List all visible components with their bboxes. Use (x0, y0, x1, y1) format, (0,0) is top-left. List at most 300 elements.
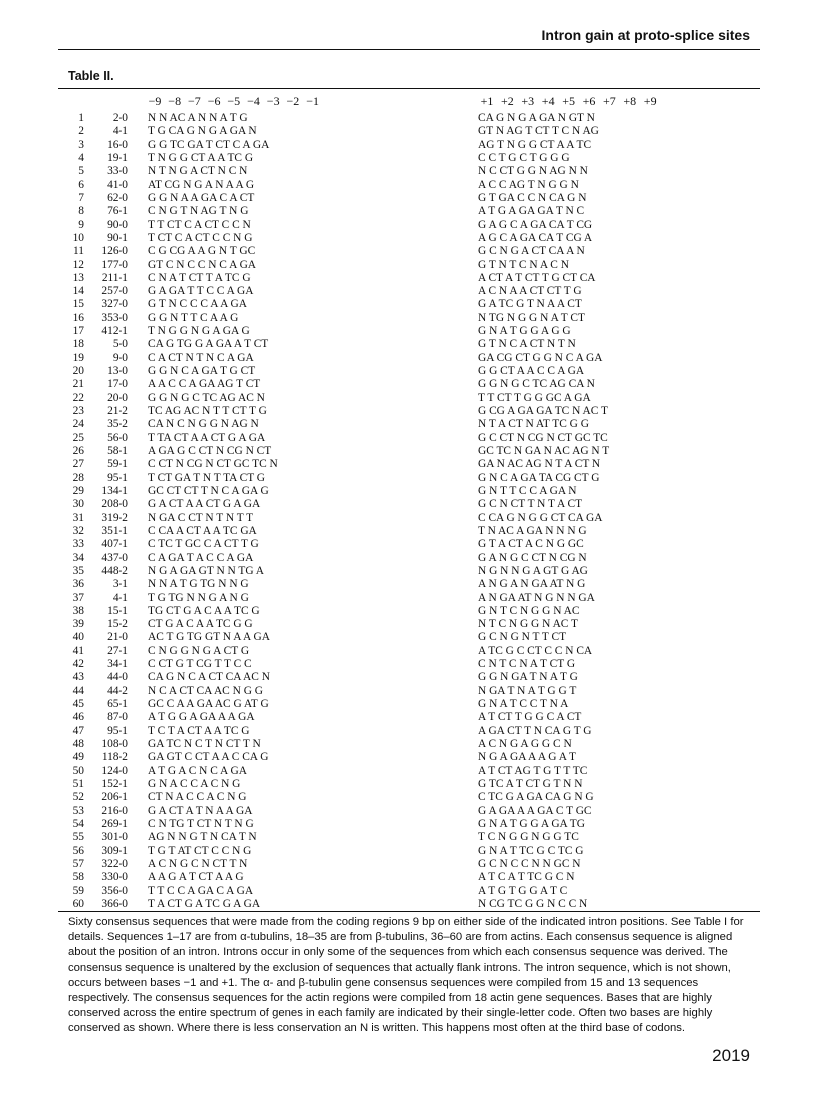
row-number: 2 (78, 125, 84, 138)
right-column-header: +4 (541, 94, 555, 108)
intron-position: 13-0 (107, 365, 128, 378)
upstream-sequence: N G A GA GT N N TG A (148, 564, 265, 577)
intron-position: 257-0 (101, 285, 128, 298)
upstream-sequence: T CT GA T N T TA CT G (148, 471, 266, 484)
right-column-header: +9 (643, 94, 657, 108)
downstream-sequence: G C N C C N N GC N (478, 857, 581, 870)
upstream-sequence: CA G TG G A GA A T CT (148, 338, 269, 351)
intron-position: 152-1 (101, 778, 128, 790)
downstream-sequence: A N G A N GA AT N G (478, 578, 586, 591)
table-row (0, 805, 816, 818)
upstream-sequence: C N G G N G A CT G (148, 644, 250, 657)
row-number: 25 (72, 431, 84, 444)
upstream-sequence: G A CT A A CT G A GA (148, 498, 261, 511)
intron-position: 124-0 (101, 764, 128, 777)
downstream-sequence: G A N G C CT N CG N (478, 551, 587, 564)
intron-position: 108-0 (101, 738, 128, 751)
row-number: 49 (72, 751, 84, 764)
page-header (0, 0, 816, 60)
intron-position: 3-1 (112, 578, 128, 591)
downstream-sequence: A G C A GA CA T CG A (478, 231, 593, 244)
row-number: 24 (72, 418, 84, 431)
table-row (0, 418, 816, 431)
row-number: 46 (72, 711, 84, 724)
row-number: 19 (72, 351, 84, 364)
upstream-sequence: GC CT CT T N C A GA G (148, 484, 269, 497)
left-column-header: −9 (148, 94, 162, 108)
row-number: 34 (72, 551, 84, 564)
table-row (0, 152, 816, 165)
intron-position: 134-1 (101, 484, 128, 497)
downstream-sequence: AG T N G G CT A A TC (478, 138, 592, 151)
table-row (0, 831, 816, 844)
row-number: 54 (72, 817, 84, 830)
row-number: 18 (72, 338, 84, 351)
upstream-sequence: C TC T GC C A CT T G (148, 538, 259, 551)
upstream-sequence: G T N C C C A A GA (148, 298, 247, 311)
downstream-sequence: A N GA AT N G N N GA (478, 591, 595, 604)
table-row (0, 325, 816, 338)
intron-position: 208-0 (101, 498, 128, 511)
downstream-sequence: G C CT N CG N CT GC TC (478, 431, 608, 444)
intron-position: 19-1 (107, 151, 128, 164)
row-number: 15 (72, 298, 84, 311)
intron-position: 366-0 (101, 897, 128, 910)
row-number: 42 (72, 658, 84, 671)
table-row (0, 285, 816, 298)
upstream-sequence: AC T G TG GT N A A GA (148, 631, 270, 644)
intron-position: 4-1 (112, 125, 128, 138)
downstream-sequence: A T G T G G A T C (478, 884, 568, 897)
row-number: 43 (72, 671, 84, 684)
table-row (0, 645, 816, 658)
downstream-sequence: CA G N G A GA N GT N (478, 112, 595, 124)
intron-position: 437-0 (101, 551, 128, 564)
right-column-header: +5 (562, 94, 575, 108)
row-number: 40 (72, 631, 84, 644)
row-number: 10 (72, 231, 84, 244)
row-number: 6 (78, 178, 84, 191)
downstream-sequence: G C N G N T T CT (478, 631, 567, 644)
upstream-sequence: AG N N G T N CA T N (148, 831, 257, 844)
upstream-sequence: C A GA T A C C A GA (148, 551, 254, 564)
downstream-sequence: G N A T G G A G G (478, 325, 571, 338)
row-number: 3 (78, 138, 84, 151)
upstream-sequence: C A CT N T N C A GA (148, 351, 254, 364)
table-row (0, 298, 816, 311)
intron-position: 65-1 (107, 698, 128, 711)
right-column-header: +2 (501, 94, 514, 108)
table-row (0, 565, 816, 578)
intron-position: 87-0 (107, 711, 128, 724)
upstream-sequence: A GA G C CT N CG N CT (148, 445, 272, 457)
table-row (0, 898, 816, 911)
downstream-sequence: G N T T C C A GA N (478, 484, 577, 497)
row-number: 29 (72, 484, 84, 497)
downstream-sequence: A TC G C CT C C N CA (478, 644, 593, 657)
intron-position: 351-1 (101, 524, 128, 537)
table-row (0, 765, 816, 778)
table-row (0, 338, 816, 351)
intron-position: 5-0 (112, 338, 128, 351)
downstream-sequence: G G N GA T N A T G (478, 671, 578, 684)
table-row (0, 618, 816, 631)
row-number: 28 (72, 471, 84, 484)
row-number: 27 (72, 458, 84, 471)
row-number: 1 (78, 112, 84, 124)
table-row (0, 711, 816, 724)
table-row (0, 458, 816, 471)
upstream-sequence: N N A T G TG N N G (148, 578, 249, 591)
upstream-sequence: C N A T CT T A TC G (148, 271, 251, 284)
table-row (0, 259, 816, 272)
upstream-sequence: G A CT A T N A A GA (148, 804, 253, 817)
intron-position: 177-0 (101, 258, 128, 271)
upstream-sequence: GT C N C C N C A GA (148, 258, 257, 271)
intron-position: 34-1 (107, 658, 128, 671)
table-row (0, 192, 816, 205)
downstream-sequence: N C CT G G N AG N N (478, 165, 588, 178)
upstream-sequence: AT CG N G A N A A G (148, 178, 255, 191)
downstream-sequence: G T N T C N A C N (478, 258, 569, 271)
intron-position: 407-1 (101, 538, 128, 551)
row-number: 33 (72, 538, 84, 551)
intron-position: 211-1 (101, 271, 128, 284)
row-number: 53 (72, 804, 84, 817)
row-number: 31 (72, 511, 84, 524)
downstream-sequence: G CG A GA GA TC N AC T (478, 405, 608, 418)
downstream-sequence: C CA G N G G CT CA GA (478, 511, 603, 524)
right-column-header: +3 (521, 94, 535, 108)
table-row (0, 179, 816, 192)
upstream-sequence: G N A C C A C N G (148, 778, 241, 790)
table-row (0, 219, 816, 232)
upstream-sequence: CA G N C A CT CA AC N (148, 671, 270, 684)
downstream-sequence: A T CT AG T G T T TC (478, 764, 588, 777)
table-row (0, 405, 816, 418)
left-column-header: −1 (306, 94, 319, 108)
left-column-header: −3 (266, 94, 280, 108)
table-row (0, 751, 816, 764)
upstream-sequence: T A CT G A TC G A GA (148, 897, 261, 910)
intron-position: 15-2 (107, 618, 128, 631)
row-number: 37 (72, 591, 84, 604)
downstream-sequence: G A TC G T N A A CT (478, 298, 582, 311)
downstream-sequence: T C N G G N G G TC (478, 831, 579, 844)
table-row (0, 139, 816, 152)
table-row (0, 232, 816, 245)
intron-position: 353-0 (101, 311, 128, 324)
upstream-sequence: CT G A C A A TC G G (148, 618, 253, 631)
left-column-header: −4 (247, 94, 260, 108)
intron-position: 322-0 (101, 857, 128, 870)
table-row (0, 112, 816, 125)
downstream-sequence: T N AC A GA N N N G (478, 524, 587, 537)
downstream-sequence: C TC G A GA CA G N G (478, 791, 594, 804)
intron-position: 76-1 (107, 205, 128, 218)
left-column-header: −2 (286, 94, 300, 108)
row-number: 4 (78, 151, 84, 164)
left-column-header: −7 (188, 94, 201, 108)
upstream-sequence: N GA C CT N T N T T (148, 511, 254, 524)
row-number: 50 (72, 764, 84, 777)
row-number: 23 (72, 405, 84, 418)
row-number: 39 (72, 618, 84, 631)
intron-position: 95-1 (107, 724, 128, 737)
intron-position: 216-0 (101, 804, 128, 817)
table-top-rule (58, 88, 760, 89)
table-row (0, 685, 816, 698)
table-row (0, 885, 816, 898)
upstream-sequence: C N G T N AG T N G (148, 205, 249, 218)
intron-position: 206-1 (101, 791, 128, 804)
row-number: 22 (72, 391, 84, 404)
downstream-sequence: N T C N G G N AC T (478, 618, 579, 631)
upstream-sequence: GA TC N C T N CT T N (148, 738, 261, 751)
downstream-sequence: GT N AG T CT T C N AG (478, 125, 599, 138)
upstream-sequence: TG CT G A C A A TC G (148, 604, 260, 617)
intron-position: 27-1 (107, 644, 128, 657)
table-title: Table II. (68, 69, 114, 83)
table-row (0, 778, 816, 791)
intron-position: 21-2 (107, 405, 128, 418)
downstream-sequence: G TC A T CT G T N N (478, 778, 583, 790)
upstream-sequence: GC C A A GA AC G AT G (148, 698, 269, 711)
downstream-sequence: G N A T TC G C TC G (478, 844, 584, 857)
intron-position: 58-1 (107, 445, 128, 457)
row-number: 41 (72, 644, 84, 657)
downstream-sequence: G T GA C C N CA G N (478, 191, 587, 204)
downstream-sequence: C N T C N A T CT G (478, 658, 576, 671)
upstream-sequence: A T G G A GA A A GA (148, 711, 255, 724)
downstream-sequence: G N T C N G G N AC (478, 604, 580, 617)
table-row (0, 725, 816, 738)
row-number: 35 (72, 564, 84, 577)
intron-position: 95-1 (107, 471, 128, 484)
upstream-sequence: G G TC GA T CT C A GA (148, 138, 270, 151)
row-number: 7 (78, 191, 84, 204)
downstream-sequence: G T A CT A C N G GC (478, 538, 584, 551)
row-number: 30 (72, 498, 84, 511)
row-number: 5 (78, 165, 84, 178)
downstream-sequence: A CT A T CT T G CT CA (478, 271, 596, 284)
upstream-sequence: C N TG T CT N T N G (148, 817, 254, 830)
intron-position: 41-0 (107, 178, 128, 191)
intron-position: 9-0 (112, 351, 128, 364)
table-row (0, 365, 816, 378)
table-row (0, 432, 816, 445)
upstream-sequence: C CA A CT A A TC GA (148, 524, 257, 537)
upstream-sequence: G G N C A GA T G CT (148, 365, 256, 378)
table-row (0, 791, 816, 804)
upstream-sequence: CT N A C C A C N G (148, 791, 247, 804)
upstream-sequence: TC AG AC N T T CT T G (148, 405, 267, 418)
page-number: 2019 (712, 1046, 750, 1065)
row-number: 20 (72, 365, 84, 378)
downstream-sequence: A T CT T G G C A CT (478, 711, 582, 724)
intron-position: 330-0 (101, 871, 128, 884)
table-row (0, 485, 816, 498)
upstream-sequence: T N G G N G A GA G (148, 325, 250, 338)
downstream-sequence: A T G A GA GA T N C (478, 205, 585, 218)
table-row (0, 605, 816, 618)
table-row (0, 392, 816, 405)
upstream-sequence: T N G G CT A A TC G (148, 151, 254, 164)
upstream-sequence: T T CT C A CT C C N (148, 218, 251, 231)
intron-position: 448-2 (101, 564, 128, 577)
right-column-header: +8 (623, 94, 637, 108)
left-column-header: −5 (227, 94, 241, 108)
row-number: 38 (72, 604, 84, 617)
upstream-sequence: T T C C A GA C A GA (148, 884, 254, 897)
intron-position: 90-0 (107, 218, 128, 231)
row-number: 9 (78, 218, 84, 231)
table-row (0, 738, 816, 751)
row-number: 51 (72, 778, 84, 790)
table-row (0, 592, 816, 605)
downstream-sequence: N T A CT N AT TC G G (478, 418, 589, 431)
table-row (0, 445, 816, 458)
upstream-sequence: T G TG N N G A N G (148, 591, 249, 604)
row-number: 59 (72, 884, 84, 897)
table-row (0, 871, 816, 884)
table-row (0, 658, 816, 671)
table-row (0, 165, 816, 178)
upstream-sequence: CA N C N G G N AG N (148, 418, 259, 431)
intron-position: 319-2 (101, 511, 128, 524)
intron-position: 126-0 (101, 245, 128, 258)
downstream-sequence: G T N C A CT N T N (478, 338, 576, 351)
row-number: 60 (72, 897, 84, 910)
intron-position: 90-1 (107, 231, 128, 244)
table-row (0, 352, 816, 365)
intron-position: 44-2 (107, 684, 128, 697)
intron-position: 15-1 (107, 604, 128, 617)
upstream-sequence: C CT G T CG T T C C (148, 658, 252, 671)
intron-position: 20-0 (107, 391, 128, 404)
row-number: 12 (72, 258, 84, 271)
downstream-sequence: G N A T C C T N A (478, 698, 569, 711)
table-row (0, 498, 816, 511)
intron-position: 35-2 (107, 418, 128, 431)
downstream-sequence: G A GA A A GA C T GC (478, 804, 592, 817)
row-number: 47 (72, 724, 84, 737)
upstream-sequence: T CT C A CT C C N G (148, 231, 253, 244)
row-number: 48 (72, 738, 84, 751)
row-number: 26 (72, 445, 84, 457)
intron-position: 2-0 (112, 112, 128, 124)
table-row (0, 578, 816, 591)
left-column-header: −8 (168, 94, 182, 108)
upstream-sequence: N N AC A N N A T G (148, 112, 248, 124)
upstream-sequence: T G CA G N G A GA N (148, 125, 257, 138)
top-rule (58, 49, 760, 50)
row-number: 44 (72, 684, 84, 697)
intron-position: 356-0 (101, 884, 128, 897)
downstream-sequence: G G N G C TC AG CA N (478, 378, 595, 391)
upstream-sequence: A A C C A GA AG T CT (148, 378, 261, 391)
downstream-sequence: G A G C A GA CA T CG (478, 218, 593, 231)
table-row (0, 245, 816, 258)
right-column-header: +6 (582, 94, 596, 108)
downstream-sequence: N TG N G G N A T CT (478, 311, 585, 324)
row-number: 11 (73, 245, 84, 258)
downstream-sequence: N G A GA A A G A T (478, 751, 576, 764)
table-row (0, 472, 816, 485)
upstream-sequence: A C N G C N CT T N (148, 857, 248, 870)
downstream-sequence: A C N G A G G C N (478, 738, 572, 751)
row-number: 14 (72, 285, 84, 298)
table-row (0, 525, 816, 538)
row-number: 55 (72, 831, 84, 844)
table-bottom-rule (58, 911, 760, 912)
downstream-sequence: N G N N G A GT G AG (478, 564, 588, 577)
table-row (0, 818, 816, 831)
table-row (0, 125, 816, 138)
downstream-sequence: GA CG CT G G N C A GA (478, 351, 603, 364)
upstream-sequence: G G N T T C A A G (148, 311, 239, 324)
intron-position: 412-1 (101, 325, 128, 338)
downstream-sequence: N CG TC G G N C C N (478, 897, 588, 910)
table-caption: Sixty consensus sequences that were made from the coding regions 9 bp on either side of the indicated intron positions. See Table I for details. Sequences 1–17 are from α-tubulins, 18–35 are from β-tubulins, 36–60 are from actins. Each consensus sequence is aligned about the position of an intron. Introns occur in only some of the sequences from which each consensus sequence was derived. The consensus sequence is unaltered by the exclusion of sequences that actually flank introns. The intron sequence, which is not shown, occurs between bases −1 and +1. The α- and β-tubulin gene consensus sequences were compiled from 15 and 13 sequences respectively. The consensus sequences for the actin regions were compiled from 18 actin gene sequences. Bases that are highly conserved across the entire spectrum of genes in each family are indicated by their single-letter code. Often two bases are highly conserved as shown. Where there is less conservation an N is written. This happens most often at the third base of codons. (68, 916, 744, 1035)
downstream-sequence: G C N CT T N T A CT (478, 498, 583, 511)
right-column-header: +1 (480, 94, 494, 108)
intron-position: 118-2 (101, 751, 128, 764)
upstream-sequence: G A GA T T C C A GA (148, 285, 254, 298)
row-number: 56 (72, 844, 84, 857)
intron-position: 44-0 (107, 671, 128, 684)
upstream-sequence: T TA CT A A CT G A GA (148, 431, 266, 444)
downstream-sequence: G G CT A A C C A GA (478, 365, 585, 378)
upstream-sequence: C G CG A A G N T GC (148, 245, 256, 258)
intron-position: 269-1 (101, 817, 128, 830)
downstream-sequence: N GA T N A T G G T (478, 684, 577, 697)
intron-position: 56-0 (107, 431, 128, 444)
upstream-sequence: A T G A C N C A GA (148, 764, 247, 777)
table-row (0, 312, 816, 325)
row-number: 57 (72, 857, 84, 870)
row-number: 45 (72, 698, 84, 711)
upstream-sequence: T G T AT CT C C N G (148, 844, 252, 857)
intron-position: 62-0 (107, 191, 128, 204)
upstream-sequence: N T N G A CT N C N (148, 165, 248, 178)
downstream-sequence: G C N G A CT CA A N (478, 245, 585, 258)
row-number: 13 (72, 271, 84, 284)
downstream-sequence: G N C A GA TA CG CT G (478, 471, 600, 484)
table-row (0, 538, 816, 551)
upstream-sequence: C CT N CG N CT GC TC N (148, 458, 278, 471)
running-head: Intron gain at proto-splice sites (541, 27, 750, 43)
left-column-header: −6 (207, 94, 221, 108)
table-row (0, 858, 816, 871)
intron-position: 309-1 (101, 844, 128, 857)
table-row (0, 552, 816, 565)
table-row (0, 671, 816, 684)
downstream-sequence: C C T G C T G G G (478, 151, 570, 164)
table-row (0, 845, 816, 858)
row-number: 52 (72, 791, 84, 804)
intron-position: 16-0 (107, 138, 128, 151)
table-row (0, 698, 816, 711)
row-number: 58 (72, 871, 84, 884)
intron-position: 17-0 (107, 378, 128, 391)
table-row (0, 631, 816, 644)
downstream-sequence: A GA CT T N CA G T G (478, 724, 592, 737)
upstream-sequence: G G N G C TC AG AC N (148, 391, 265, 404)
downstream-sequence: GC TC N GA N AC AG N T (478, 445, 610, 457)
table-row (0, 378, 816, 391)
intron-position: 21-0 (107, 631, 128, 644)
